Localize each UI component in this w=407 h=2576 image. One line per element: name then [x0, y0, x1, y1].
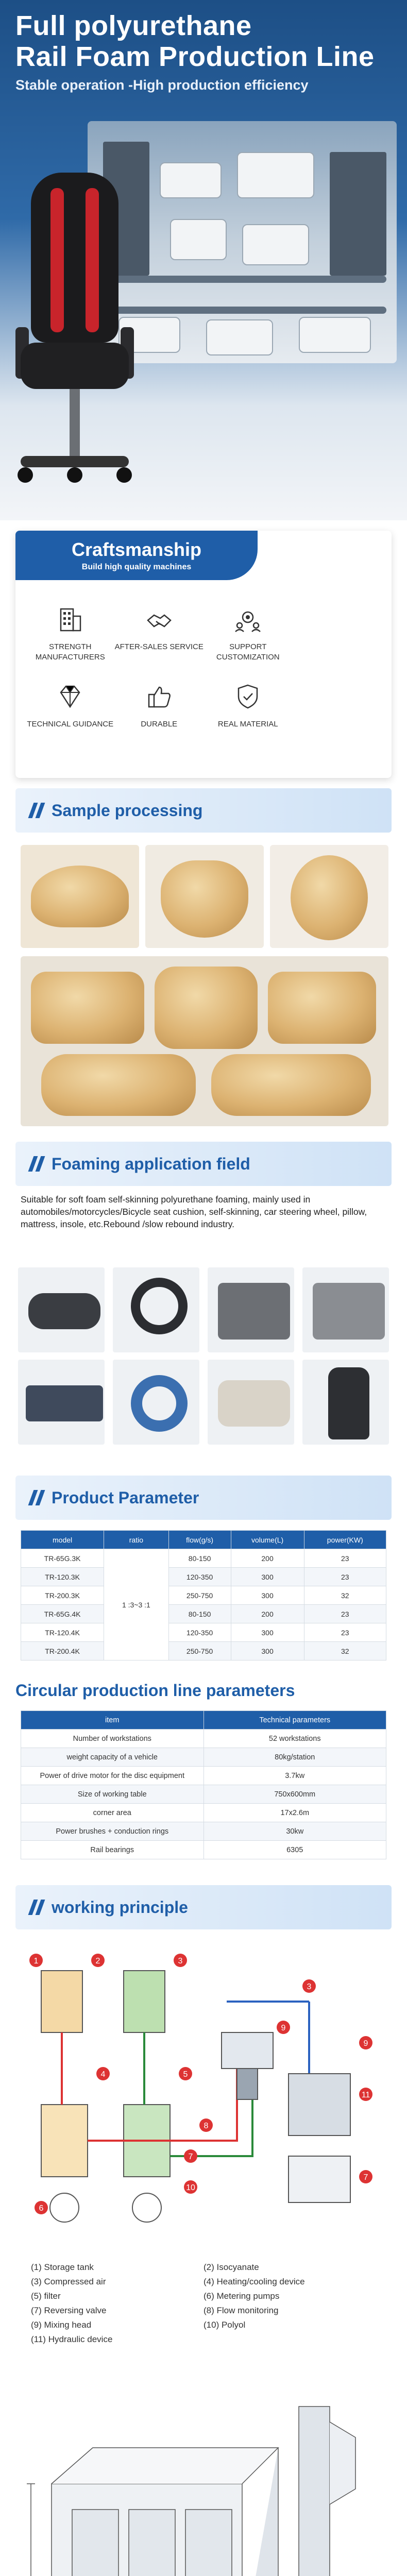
application-image	[113, 1360, 199, 1445]
legend-item: (7) Reversing valve	[31, 2306, 107, 2315]
feature-real-material	[204, 680, 293, 730]
application-image	[18, 1267, 105, 1352]
column-header: power(KW)	[304, 1531, 386, 1549]
feature-after-sales	[115, 603, 204, 663]
column-header: volume(L)	[231, 1531, 304, 1549]
shield-icon	[231, 680, 264, 713]
diagram-marker: 9	[363, 2039, 368, 2048]
parameter-table	[21, 1530, 386, 1660]
feature-label: AFTER-SALES SERVICE	[114, 642, 204, 651]
diagram-marker: 3	[178, 1957, 183, 1965]
circular-line-title: Circular production line parameters	[15, 1681, 295, 1700]
craftsmanship-section	[0, 520, 407, 788]
table-row: TR-65G.3K 1 :3~3 :1 80-150 200 23	[21, 1549, 386, 1568]
application-image	[302, 1360, 389, 1445]
legend-item	[204, 2334, 376, 2345]
feature-label: STRENGTH MANUFACTURERS	[35, 642, 105, 662]
column-header: flow(g/s)	[168, 1531, 231, 1549]
table-row: TR-120.4K 120-350 300 23	[21, 1623, 386, 1642]
diagram-marker: 1	[33, 1957, 39, 1965]
ratio-cell: 1 :3~3 :1	[104, 1549, 168, 1660]
legend-item: (1) Storage tank	[31, 2262, 94, 2272]
application-image	[302, 1267, 389, 1352]
legend-item: (4) Heating/cooling device	[204, 2277, 305, 2286]
feature-label: REAL MATERIAL	[217, 720, 278, 728]
hero-title-line2: Rail Foam Production Line	[15, 41, 375, 72]
application-image	[18, 1360, 105, 1445]
craftsmanship-title: Craftsmanship	[71, 539, 202, 560]
feature-spacer	[293, 603, 382, 663]
section-header-application	[15, 1142, 392, 1186]
section-header-parameters	[15, 1476, 392, 1520]
hero-banner	[0, 0, 407, 520]
diagram-marker: 3	[307, 1982, 312, 1991]
application-gallery	[18, 1267, 389, 1445]
section-title: working principle	[52, 1897, 188, 1917]
legend-item: (5) filter	[31, 2291, 61, 2301]
column-header: item	[21, 1711, 204, 1730]
building-icon	[54, 603, 87, 636]
table-row: weight capacity of a vehicle 80kg/station	[21, 1748, 386, 1767]
craftsmanship-header	[15, 531, 258, 580]
application-image	[208, 1267, 294, 1352]
diagram-marker: 6	[39, 2204, 44, 2213]
sample-image	[21, 956, 388, 1126]
diagram-marker: 10	[186, 2183, 195, 2192]
table-row: TR-200.3K 250-750 300 32	[21, 1586, 386, 1605]
diagram-marker: 5	[183, 2070, 188, 2079]
legend-item: (10) Polyol	[204, 2320, 246, 2330]
application-image	[208, 1360, 294, 1445]
legend-item: (6) Metering pumps	[204, 2291, 280, 2301]
gear-people-icon	[231, 603, 264, 636]
table-row: TR-65G.4K 80-150 200 23	[21, 1605, 386, 1623]
column-header: Technical parameters	[204, 1711, 386, 1730]
hero-subtitle: Stable operation -High production efficiency	[15, 77, 309, 93]
table-row: corner area 17x2.6m	[21, 1804, 386, 1822]
thumbs-up-icon	[143, 680, 176, 713]
diamond-icon	[54, 680, 87, 713]
craftsmanship-card	[15, 531, 392, 778]
diagram-marker: 7	[363, 2173, 368, 2182]
hero-title	[15, 10, 375, 72]
table-row: Rail bearings 6305	[21, 1841, 386, 1859]
sample-image	[145, 845, 264, 948]
table-row: Power of drive motor for the disc equipment 3.7kw	[21, 1767, 386, 1785]
section-header-principle	[15, 1885, 392, 1929]
feature-label: SUPPORT CUSTOMIZATION	[216, 642, 280, 662]
application-image	[113, 1267, 199, 1352]
application-description: Suitable for soft foam self-skinning polyurethane foaming, mainly used in automobiles/motorcycles/Bicycle seat cushion, self-skinning, car steering wheel, pillow, mattress, insole, etc.Rebound /slow rebound industry.	[21, 1194, 367, 1229]
legend-item: (3) Compressed air	[31, 2277, 106, 2286]
handshake-icon	[143, 603, 176, 636]
diagram-marker: 8	[204, 2122, 209, 2130]
principle-legend	[31, 2262, 376, 2345]
feature-label: DURABLE	[141, 720, 178, 728]
table-row: Power brushes + conduction rings 30kw	[21, 1822, 386, 1841]
table-row: TR-200.4K 250-750 300 32	[21, 1642, 386, 1660]
sample-gallery	[0, 833, 407, 1142]
table-row: Size of working table 750x600mm	[21, 1785, 386, 1804]
circular-parameter-table	[21, 1710, 386, 1859]
diagram-marker: 9	[281, 2024, 286, 2032]
section-title: Foaming application field	[52, 1154, 250, 1173]
craftsmanship-subtitle: Build high quality machines	[81, 563, 192, 571]
section-title: Sample processing	[52, 801, 203, 820]
sample-image	[270, 845, 388, 948]
diagram-marker: 11	[361, 2091, 370, 2099]
feature-durable	[115, 680, 204, 730]
sample-image	[21, 845, 139, 948]
column-header: model	[21, 1531, 104, 1549]
section-header-samples	[15, 788, 392, 833]
feature-label: TECHNICAL GUIDANCE	[27, 720, 114, 728]
table-row: Number of workstations 52 workstations	[21, 1730, 386, 1748]
working-principle-diagram	[21, 1940, 386, 2249]
gaming-chair-image	[10, 173, 144, 502]
feature-strength	[26, 603, 115, 663]
feature-technical	[26, 680, 115, 730]
legend-item: (2) Isocyanate	[204, 2262, 259, 2272]
legend-item: (11) Hydraulic device	[31, 2334, 113, 2344]
machine-drawing	[21, 2365, 386, 2576]
diagram-marker: 7	[188, 2153, 193, 2161]
hero-image	[0, 111, 407, 513]
section-title: Product Parameter	[52, 1488, 199, 1507]
column-header: ratio	[104, 1531, 168, 1549]
legend-item: (8) Flow monitoring	[204, 2306, 279, 2315]
feature-customization	[204, 603, 293, 663]
diagram-marker: 2	[95, 1957, 100, 1965]
hero-title-line1: Full polyurethane	[15, 10, 252, 41]
diagram-marker: 4	[100, 2070, 106, 2079]
legend-item: (9) Mixing head	[31, 2320, 92, 2330]
table-row: TR-120.3K 120-350 300 23	[21, 1568, 386, 1586]
